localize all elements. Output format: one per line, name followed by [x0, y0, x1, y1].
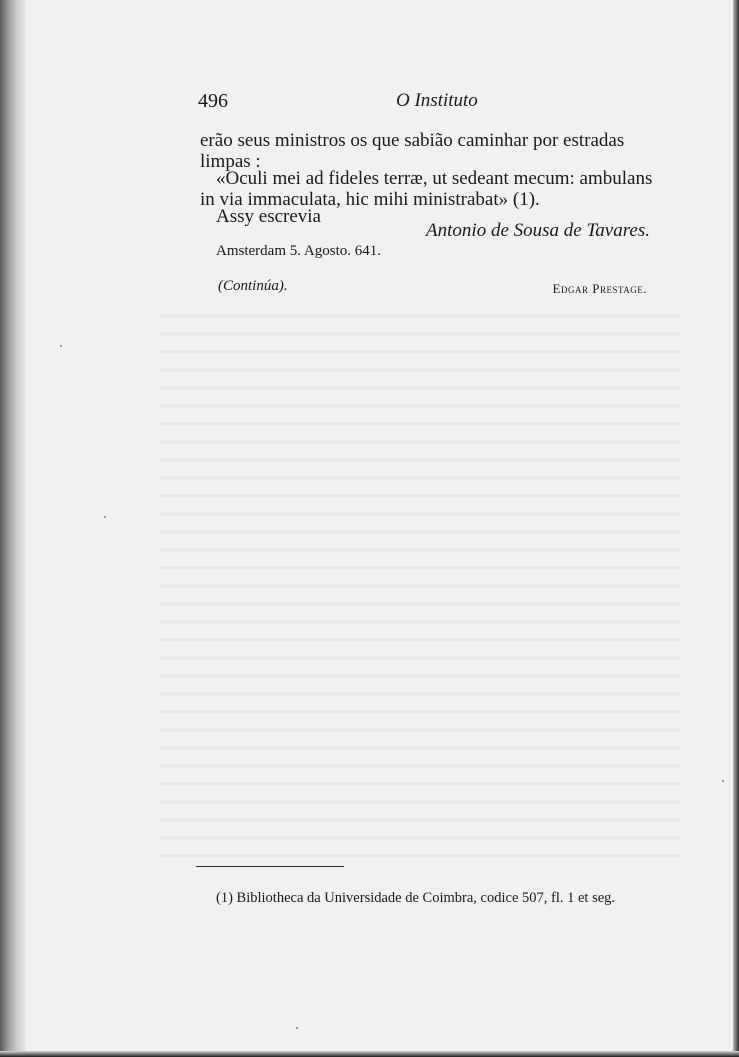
footnote: (1) Bibliotheca da Universidade de Coimbra, codice 507, fl. 1 et seg.	[216, 890, 616, 906]
dateline: Amsterdam 5. Agosto. 641.	[216, 243, 381, 259]
page-gutter	[0, 0, 26, 1057]
running-title: O Instituto	[396, 90, 478, 111]
body-line: Assy escrevia	[216, 206, 321, 227]
body-line: «Oculi mei ad fideles terræ, ut sedeant mecum: ambulans	[216, 168, 653, 189]
author-name: Edgar Prestage.	[552, 281, 647, 296]
body-line: limpas :	[200, 151, 261, 172]
page-edge-bottom	[0, 1051, 739, 1057]
show-through-text	[160, 300, 680, 860]
signature: Antonio de Sousa de Tavares.	[426, 220, 650, 241]
ink-speck	[104, 516, 106, 518]
ink-speck	[722, 780, 724, 782]
ink-speck	[60, 345, 62, 347]
ink-speck	[296, 1027, 298, 1029]
footnote-divider	[196, 866, 344, 867]
body-line: erão seus ministros os que sabião caminhar por estradas	[200, 130, 625, 151]
body-line: in via immaculata, hic mihi ministrabat» (1).	[200, 189, 540, 210]
continuation-note: (Continúa).	[218, 278, 288, 294]
page-number: 496	[198, 90, 228, 112]
page-header	[198, 90, 658, 118]
page-edge-right	[733, 0, 739, 1057]
